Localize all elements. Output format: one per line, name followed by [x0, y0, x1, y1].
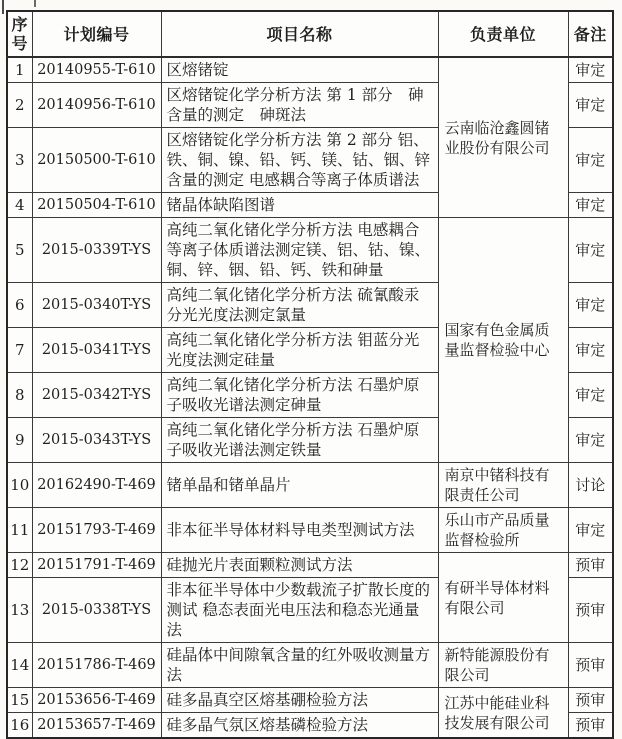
plan-id-cell: 20151786-T-469: [32, 643, 161, 688]
plan-id-cell: 2015-0339T-YS: [32, 218, 161, 283]
table-row: [7, 553, 613, 578]
remark-cell: 审定: [568, 193, 613, 218]
plan-id-cell: 20140956-T-610: [32, 83, 161, 128]
table-row: [7, 643, 613, 688]
standards-plan-table: [6, 10, 614, 739]
plan-id-cell: 2015-0343T-YS: [32, 418, 161, 463]
row-number-cell: 5: [7, 218, 32, 283]
project-name-cell: 硅多晶真空区熔基硼检验方法: [161, 688, 438, 713]
header-unit: 负责单位: [438, 11, 568, 57]
remark-cell: 预审: [568, 688, 613, 713]
remark-cell: 审定: [568, 373, 613, 418]
remark-cell: 预审: [568, 713, 613, 739]
remark-cell: 审定: [568, 418, 613, 463]
project-name-cell: 区熔锗锭: [161, 57, 438, 83]
project-name-cell: 锗单晶和锗单晶片: [161, 463, 438, 508]
project-name-cell: 区熔锗锭化学分析方法 第 1 部分 砷含量的测定 砷斑法: [161, 83, 438, 128]
remark-cell: 审定: [568, 328, 613, 373]
row-number-cell: 11: [7, 508, 32, 553]
project-name-cell: 硅多晶气氛区熔基磷检验方法: [161, 713, 438, 739]
project-name-cell: 高纯二氧化锗化学分析方法 电感耦合等离子体质谱法测定镁、铝、钴、镍、铜、锌、铟、铅、钙、铁和砷量: [161, 218, 438, 283]
plan-id-cell: 20150500-T-610: [32, 128, 161, 193]
remark-cell: 预审: [568, 578, 613, 643]
table-row: [7, 688, 613, 713]
project-name-cell: 区熔锗锭化学分析方法 第 2 部分 铝、铁、铜、镍、铅、钙、镁、钴、铟、锌含量的测定 电感耦合等离子体质谱法: [161, 128, 438, 193]
header-remark: 备注: [568, 11, 613, 57]
unit-cell: 云南临沧鑫圆锗业股份有限公司: [438, 57, 568, 218]
plan-id-cell: 2015-0341T-YS: [32, 328, 161, 373]
row-number-cell: 7: [7, 328, 32, 373]
row-number-cell: 8: [7, 373, 32, 418]
row-number-cell: 4: [7, 193, 32, 218]
unit-cell: 国家有色金属质量监督检验中心: [438, 218, 568, 463]
project-name-cell: 硅晶体中间隙氧含量的红外吸收测量方法: [161, 643, 438, 688]
unit-cell: 有研半导体材料有限公司: [438, 553, 568, 643]
plan-id-cell: 20151793-T-469: [32, 508, 161, 553]
plan-id-cell: 20153657-T-469: [32, 713, 161, 739]
row-number-cell: 6: [7, 283, 32, 328]
row-number-cell: 9: [7, 418, 32, 463]
header-row: [7, 11, 613, 57]
plan-id-cell: 20140955-T-610: [32, 57, 161, 83]
header-plan-id: 计划编号: [32, 11, 161, 57]
project-name-cell: 高纯二氧化锗化学分析方法 石墨炉原子吸收光谱法测定铁量: [161, 418, 438, 463]
remark-cell: 审定: [568, 57, 613, 83]
unit-cell: 江苏中能硅业科技发展有限公司: [438, 688, 568, 739]
row-number-cell: 2: [7, 83, 32, 128]
remark-cell: 预审: [568, 643, 613, 688]
row-number-cell: 1: [7, 57, 32, 83]
row-number-cell: 16: [7, 713, 32, 739]
remark-cell: 预审: [568, 553, 613, 578]
remark-cell: 讨论: [568, 463, 613, 508]
row-number-cell: 10: [7, 463, 32, 508]
table-row: [7, 57, 613, 83]
remark-cell: 审定: [568, 508, 613, 553]
row-number-cell: 13: [7, 578, 32, 643]
plan-id-cell: 2015-0340T-YS: [32, 283, 161, 328]
scan-tick-artifact: [34, 0, 36, 7]
table-row: [7, 508, 613, 553]
remark-cell: 审定: [568, 218, 613, 283]
plan-id-cell: 20151791-T-469: [32, 553, 161, 578]
unit-cell: 南京中锗科技有限责任公司: [438, 463, 568, 508]
header-project-name: 项目名称: [161, 11, 438, 57]
project-name-cell: 非本征半导体材料导电类型测试方法: [161, 508, 438, 553]
project-name-cell: 硅抛光片表面颗粒测试方法: [161, 553, 438, 578]
header-seq-number: 序号: [7, 11, 32, 57]
project-name-cell: 非本征半导体中少数载流子扩散长度的测试 稳态表面光电压法和稳态光通量法: [161, 578, 438, 643]
project-name-cell: 高纯二氧化锗化学分析方法 石墨炉原子吸收光谱法测定砷量: [161, 373, 438, 418]
plan-id-cell: 2015-0342T-YS: [32, 373, 161, 418]
scan-edge-artifact: [2, 0, 4, 14]
project-name-cell: 锗晶体缺陷图谱: [161, 193, 438, 218]
remark-cell: 审定: [568, 128, 613, 193]
project-name-cell: 高纯二氧化锗化学分析方法 硫氰酸汞分光光度法测定氯量: [161, 283, 438, 328]
table-row: [7, 218, 613, 283]
row-number-cell: 12: [7, 553, 32, 578]
project-name-cell: 高纯二氧化锗化学分析方法 钼蓝分光光度法测定硅量: [161, 328, 438, 373]
remark-cell: 审定: [568, 283, 613, 328]
unit-cell: 新特能源股份有限公司: [438, 643, 568, 688]
table-header: [7, 11, 613, 57]
row-number-cell: 14: [7, 643, 32, 688]
remark-cell: 审定: [568, 83, 613, 128]
plan-id-cell: 20162490-T-469: [32, 463, 161, 508]
plan-id-cell: 20150504-T-610: [32, 193, 161, 218]
table-row: [7, 463, 613, 508]
plan-id-cell: 2015-0338T-YS: [32, 578, 161, 643]
table-body: [7, 57, 613, 738]
plan-id-cell: 20153656-T-469: [32, 688, 161, 713]
row-number-cell: 3: [7, 128, 32, 193]
row-number-cell: 15: [7, 688, 32, 713]
unit-cell: 乐山市产品质量监督检验所: [438, 508, 568, 553]
